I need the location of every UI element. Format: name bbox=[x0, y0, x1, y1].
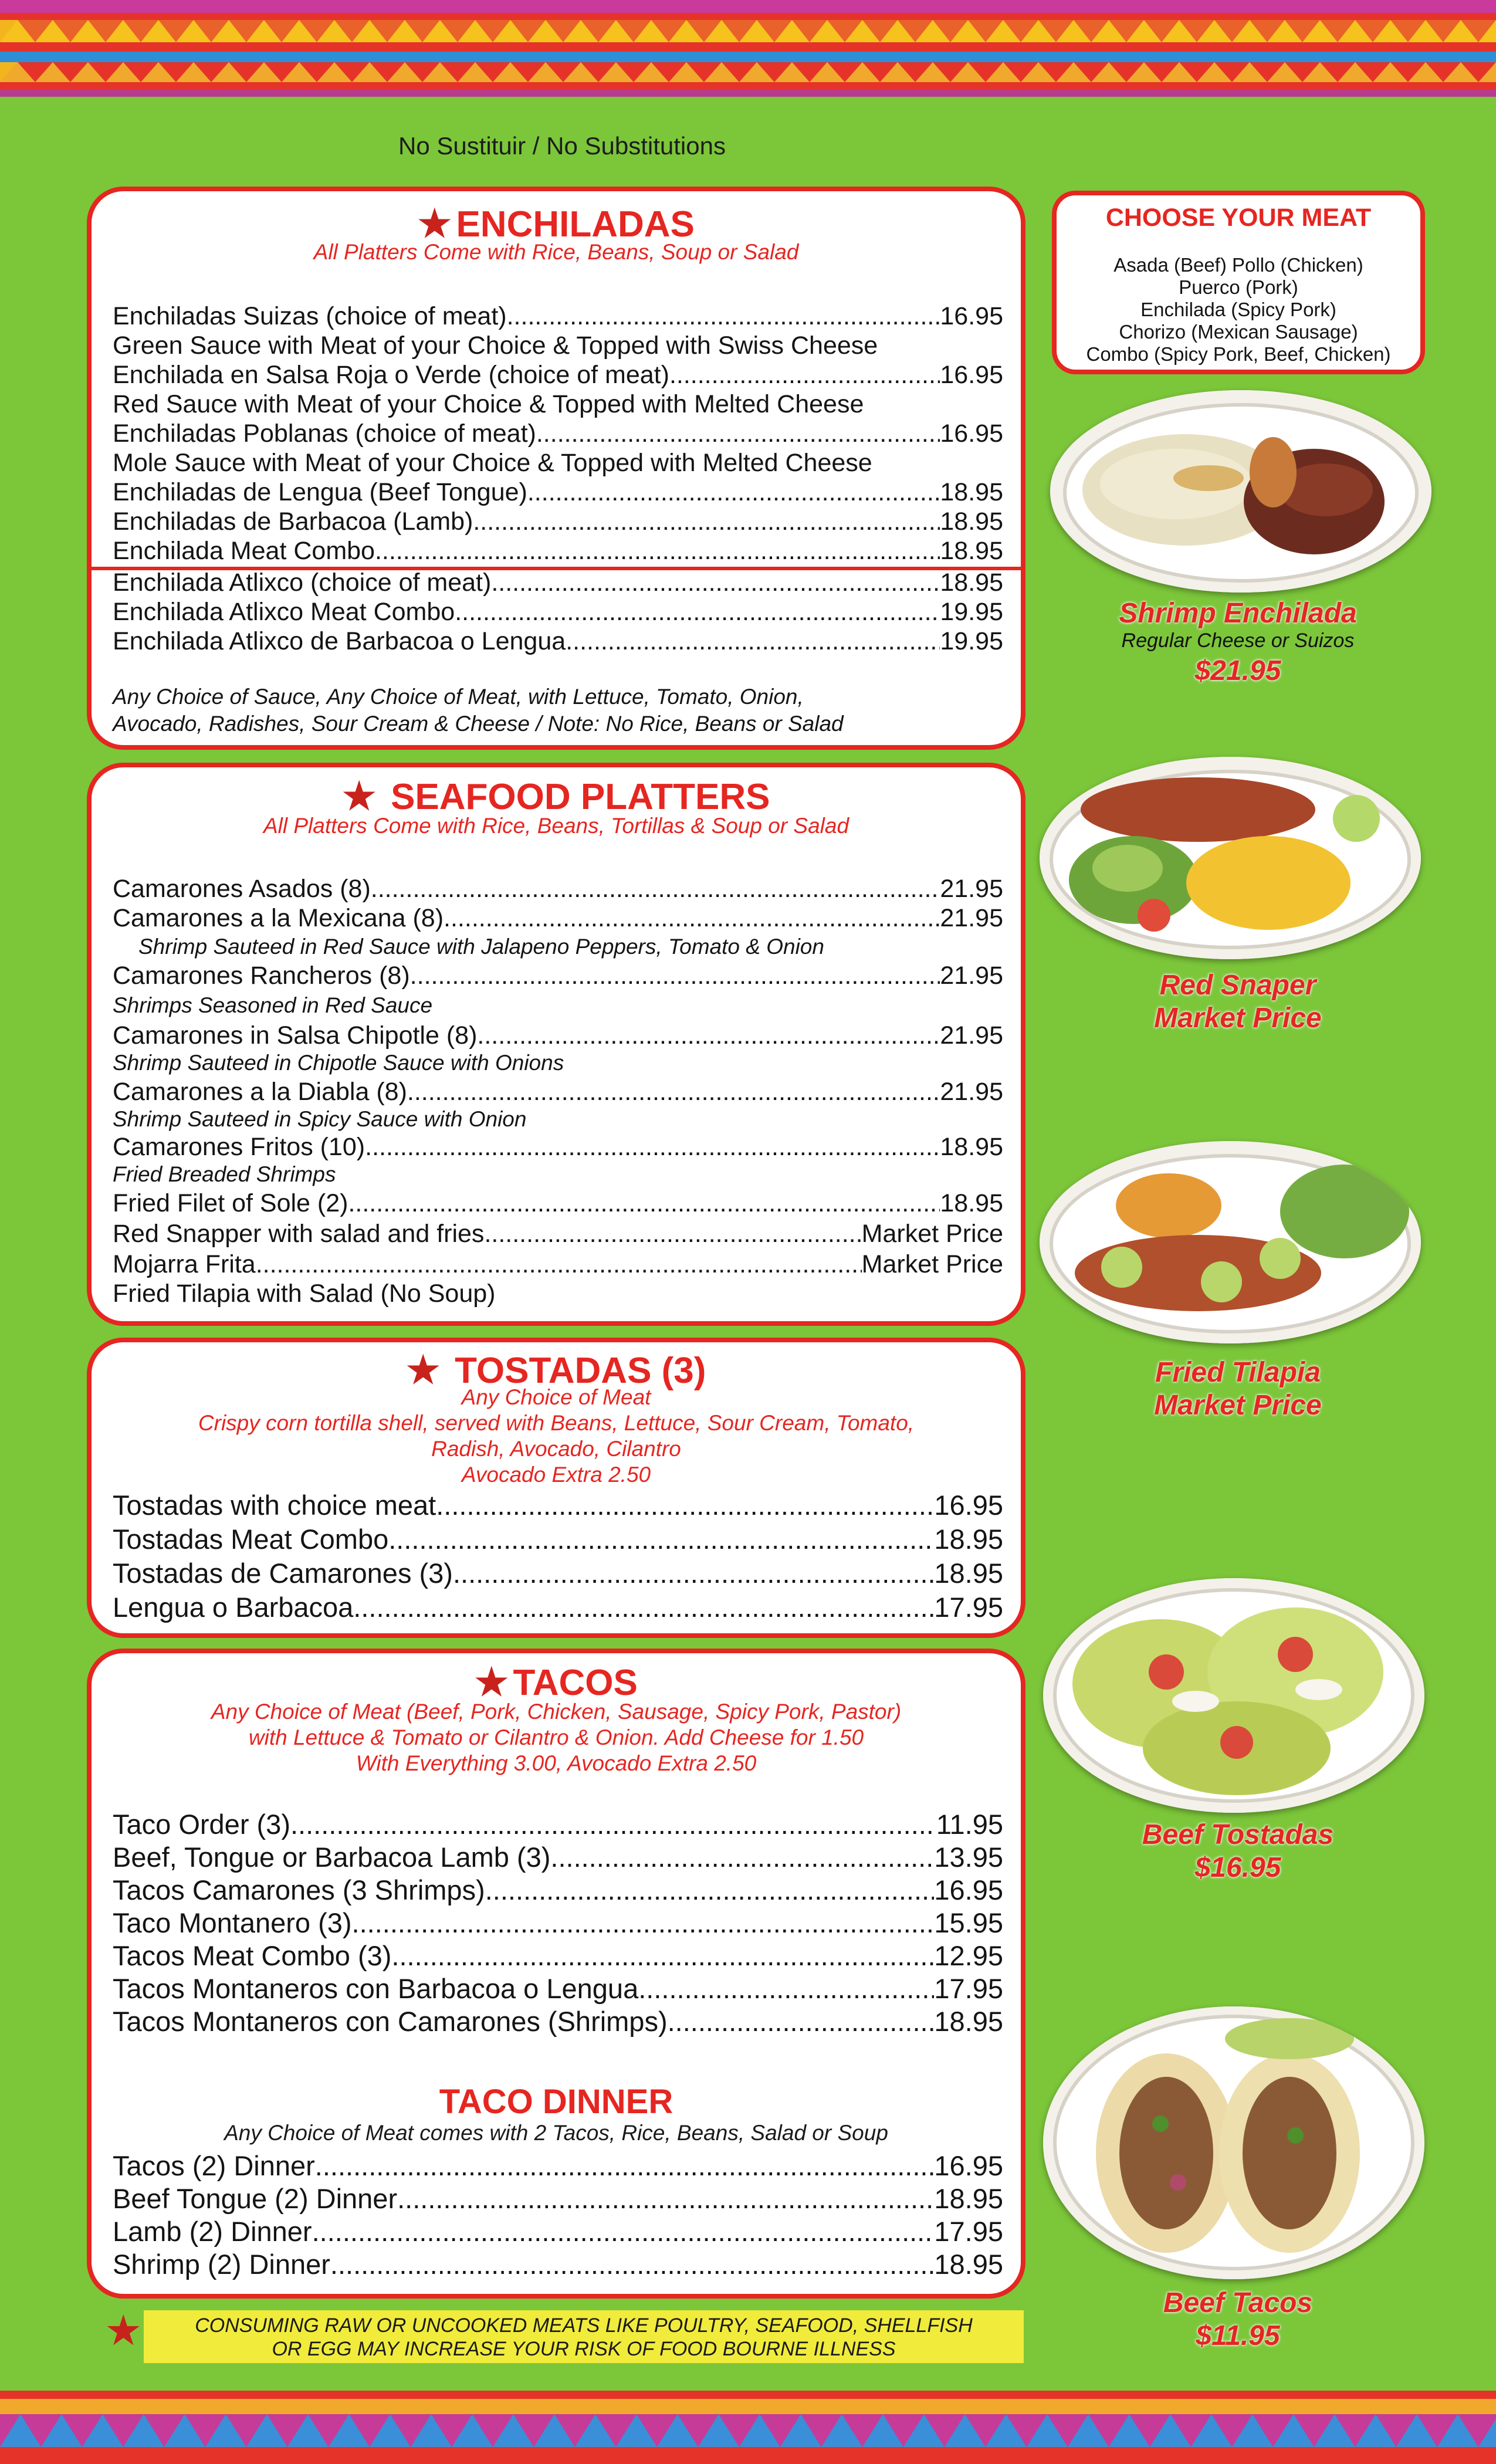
menu-item: Camarones Asados (8) ..... 21.95 bbox=[113, 874, 1003, 903]
shrimp-enchilada-caption: Shrimp Enchilada bbox=[1119, 598, 1357, 629]
menu-item: Enchilada Meat Combo ..... 18.95 bbox=[113, 536, 1003, 566]
menu-item: Red Snapper with salad and fries ..... Market Price bbox=[113, 1219, 1003, 1248]
enchiladas-subtitle: All Platters Come with Rice, Beans, Soup or Salad bbox=[313, 240, 799, 264]
menu-item: Enchiladas Suizas (choice of meat) ..... 16.95 bbox=[113, 302, 1003, 331]
red-snapper-photo bbox=[1040, 757, 1421, 959]
menu-item: Enchilada Atlixco (choice of meat) ..... 18.95 bbox=[113, 568, 1003, 597]
menu-item: Tacos Camarones (3 Shrimps) ..... 16.95 bbox=[113, 1874, 1003, 1907]
menu-item-note: Shrimps Seasoned in Red Sauce bbox=[113, 993, 433, 1017]
tacos-card bbox=[87, 1649, 1025, 2299]
menu-item-description: Mole Sauce with Meat of your Choice & Topped with Melted Cheese bbox=[113, 449, 872, 477]
red-snapper-price: Market Price bbox=[1154, 1003, 1322, 1034]
shrimp-enchilada-detail: Regular Cheese or Suizos bbox=[1121, 629, 1355, 652]
tostadas-subtitle: Crispy corn tortilla shell, served with Beans, Lettuce, Sour Cream, Tomato, bbox=[198, 1411, 915, 1435]
menu-item-description: Red Sauce with Meat of your Choice & Topped with Melted Cheese bbox=[113, 390, 864, 418]
menu-item-note: Shrimp Sauteed in Spicy Sauce with Onion bbox=[113, 1107, 527, 1131]
menu-item: Tostadas de Camarones (3) ..... 18.95 bbox=[113, 1557, 1003, 1590]
menu-item: Tacos Montaneros con Barbacoa o Lengua ..... 17.95 bbox=[113, 1972, 1003, 2005]
tostadas-subtitle: Avocado Extra 2.50 bbox=[461, 1463, 651, 1487]
meat-option: Puerco (Pork) bbox=[1179, 276, 1298, 298]
tacos-title: ★ TACOS bbox=[475, 1661, 638, 1703]
beef-tacos-photo bbox=[1043, 2006, 1424, 2279]
decorative-bottom-border bbox=[0, 2391, 1496, 2464]
warning-line: CONSUMING RAW OR UNCOOKED MEATS LIKE POULTRY, SEAFOOD, SHELLFISH bbox=[195, 2314, 973, 2337]
tacos-subtitle: With Everything 3.00, Avocado Extra 2.50 bbox=[356, 1751, 757, 1775]
menu-item: Tacos (2) Dinner ..... 16.95 bbox=[113, 2150, 1003, 2182]
tacos-subtitle: with Lettuce & Tomato or Cilantro & Onion. Add Cheese for 1.50 bbox=[248, 1725, 864, 1749]
beef-tacos-caption: Beef Tacos bbox=[1163, 2287, 1313, 2319]
enchiladas-card bbox=[87, 187, 1025, 750]
fried-tilapia-photo bbox=[1040, 1141, 1421, 1343]
tostadas-subtitle: Any Choice of Meat bbox=[461, 1385, 651, 1409]
menu-item: Camarones Fritos (10) ..... 18.95 bbox=[113, 1132, 1003, 1162]
food-safety-warning bbox=[144, 2310, 1024, 2363]
menu-item-note: Shrimp Sauteed in Red Sauce with Jalapeno Peppers, Tomato & Onion bbox=[138, 935, 824, 959]
menu-item-description: Green Sauce with Meat of your Choice & Topped with Swiss Cheese bbox=[113, 331, 878, 360]
menu-item: Beef, Tongue or Barbacoa Lamb (3) ..... 13.95 bbox=[113, 1841, 1003, 1874]
enchiladas-note: Any Choice of Sauce, Any Choice of Meat, with Lettuce, Tomato, Onion, bbox=[113, 685, 804, 709]
menu-item: Camarones Rancheros (8) ..... 21.95 bbox=[113, 961, 1003, 990]
menu-item-note: Fried Breaded Shrimps bbox=[113, 1162, 336, 1186]
tacos-subtitle: Any Choice of Meat (Beef, Pork, Chicken, Sausage, Spicy Pork, Pastor) bbox=[211, 1700, 902, 1724]
menu-item: Mojarra Frita ..... Market Price bbox=[113, 1250, 1003, 1279]
menu-item: Lamb (2) Dinner ..... 17.95 bbox=[113, 2215, 1003, 2248]
tostadas-card bbox=[87, 1338, 1025, 1638]
shrimp-enchilada-photo bbox=[1050, 390, 1431, 593]
tostadas-title: ★ TOSTADAS (3) bbox=[406, 1349, 706, 1391]
warning-line: OR EGG MAY INCREASE YOUR RISK OF FOOD BOURNE ILLNESS bbox=[272, 2338, 896, 2360]
menu-item: Enchilada Atlixco Meat Combo ..... 19.95 bbox=[113, 597, 1003, 627]
enchiladas-note: Avocado, Radishes, Sour Cream & Cheese / Note: No Rice, Beans or Salad bbox=[113, 712, 844, 736]
menu-item: Fried Filet of Sole (2) ..... 18.95 bbox=[113, 1189, 1003, 1218]
seafood-card bbox=[87, 763, 1025, 1326]
menu-item: Camarones in Salsa Chipotle (8) ..... 21.95 bbox=[113, 1021, 1003, 1050]
menu-item: Camarones a la Mexicana (8) ..... 21.95 bbox=[113, 903, 1003, 933]
menu-item: Fried Tilapia with Salad (No Soup) bbox=[113, 1280, 496, 1308]
menu-item: Enchiladas de Lengua (Beef Tongue) ..... 18.95 bbox=[113, 478, 1003, 507]
seafood-subtitle: All Platters Come with Rice, Beans, Tortillas & Soup or Salad bbox=[263, 814, 849, 838]
meat-option: Enchilada (Spicy Pork) bbox=[1140, 299, 1336, 320]
menu-item: Enchilada Atlixco de Barbacoa o Lengua ..... 19.95 bbox=[113, 627, 1003, 656]
shrimp-enchilada-price: $21.95 bbox=[1194, 655, 1281, 686]
enchiladas-title: ★ ENCHILADAS bbox=[418, 202, 695, 245]
menu-item: Enchiladas de Barbacoa (Lamb) ..... 18.95 bbox=[113, 507, 1003, 536]
star-icon: ★ bbox=[406, 1349, 440, 1391]
menu-item: Camarones a la Diabla (8) ..... 21.95 bbox=[113, 1077, 1003, 1106]
star-icon: ★ bbox=[418, 202, 452, 245]
fried-tilapia-caption: Fried Tilapia bbox=[1155, 1357, 1321, 1388]
taco-dinner-subtitle: Any Choice of Meat comes with 2 Tacos, Rice, Beans, Salad or Soup bbox=[224, 2121, 888, 2145]
menu-item: Taco Montanero (3) ..... 15.95 bbox=[113, 1907, 1003, 1940]
star-icon: ★ bbox=[104, 2307, 143, 2354]
tostadas-subtitle: Radish, Avocado, Cilantro bbox=[431, 1437, 681, 1461]
menu-item: Tostadas Meat Combo ..... 18.95 bbox=[113, 1523, 1003, 1556]
star-icon: ★ bbox=[342, 775, 376, 817]
meat-option: Chorizo (Mexican Sausage) bbox=[1119, 321, 1358, 343]
meat-option: Combo (Spicy Pork, Beef, Chicken) bbox=[1086, 343, 1391, 365]
no-substitutions-note: No Sustituir / No Substitutions bbox=[398, 132, 726, 160]
star-icon: ★ bbox=[475, 1661, 509, 1703]
menu-item: Tacos Montaneros con Camarones (Shrimps) ..... 18.95 bbox=[113, 2005, 1003, 2038]
beef-tacos-price: $11.95 bbox=[1196, 2320, 1280, 2351]
seafood-title: ★ SEAFOOD PLATTERS bbox=[342, 775, 770, 817]
menu-item: Beef Tongue (2) Dinner ..... 18.95 bbox=[113, 2182, 1003, 2215]
menu-item-note: Shrimp Sauteed in Chipotle Sauce with Onions bbox=[113, 1051, 564, 1075]
choose-your-meat-box bbox=[1052, 191, 1425, 374]
menu-item: Enchiladas Poblanas (choice of meat) ..... 16.95 bbox=[113, 419, 1003, 448]
beef-tostadas-photo bbox=[1043, 1578, 1424, 1813]
taco-dinner-title: TACO DINNER bbox=[439, 2083, 673, 2121]
beef-tostadas-price: $16.95 bbox=[1194, 1852, 1281, 1883]
choose-your-meat-title: CHOOSE YOUR MEAT bbox=[1105, 204, 1372, 232]
beef-tostadas-caption: Beef Tostadas bbox=[1142, 1819, 1334, 1850]
red-snapper-caption: Red Snaper bbox=[1159, 970, 1316, 1001]
fried-tilapia-price: Market Price bbox=[1154, 1390, 1322, 1421]
menu-item: Tostadas with choice meat ..... 16.95 bbox=[113, 1489, 1003, 1522]
menu-item: Taco Order (3) ..... 11.95 bbox=[113, 1808, 1003, 1841]
decorative-top-border bbox=[0, 0, 1496, 97]
meat-option: Asada (Beef) Pollo (Chicken) bbox=[1113, 254, 1363, 276]
menu-item: Shrimp (2) Dinner ..... 18.95 bbox=[113, 2248, 1003, 2281]
menu-item: Enchilada en Salsa Roja o Verde (choice of meat) ..... 16.95 bbox=[113, 360, 1003, 390]
menu-item: Lengua o Barbacoa ..... 17.95 bbox=[113, 1591, 1003, 1624]
menu-item: Tacos Meat Combo (3) ..... 12.95 bbox=[113, 1940, 1003, 1972]
